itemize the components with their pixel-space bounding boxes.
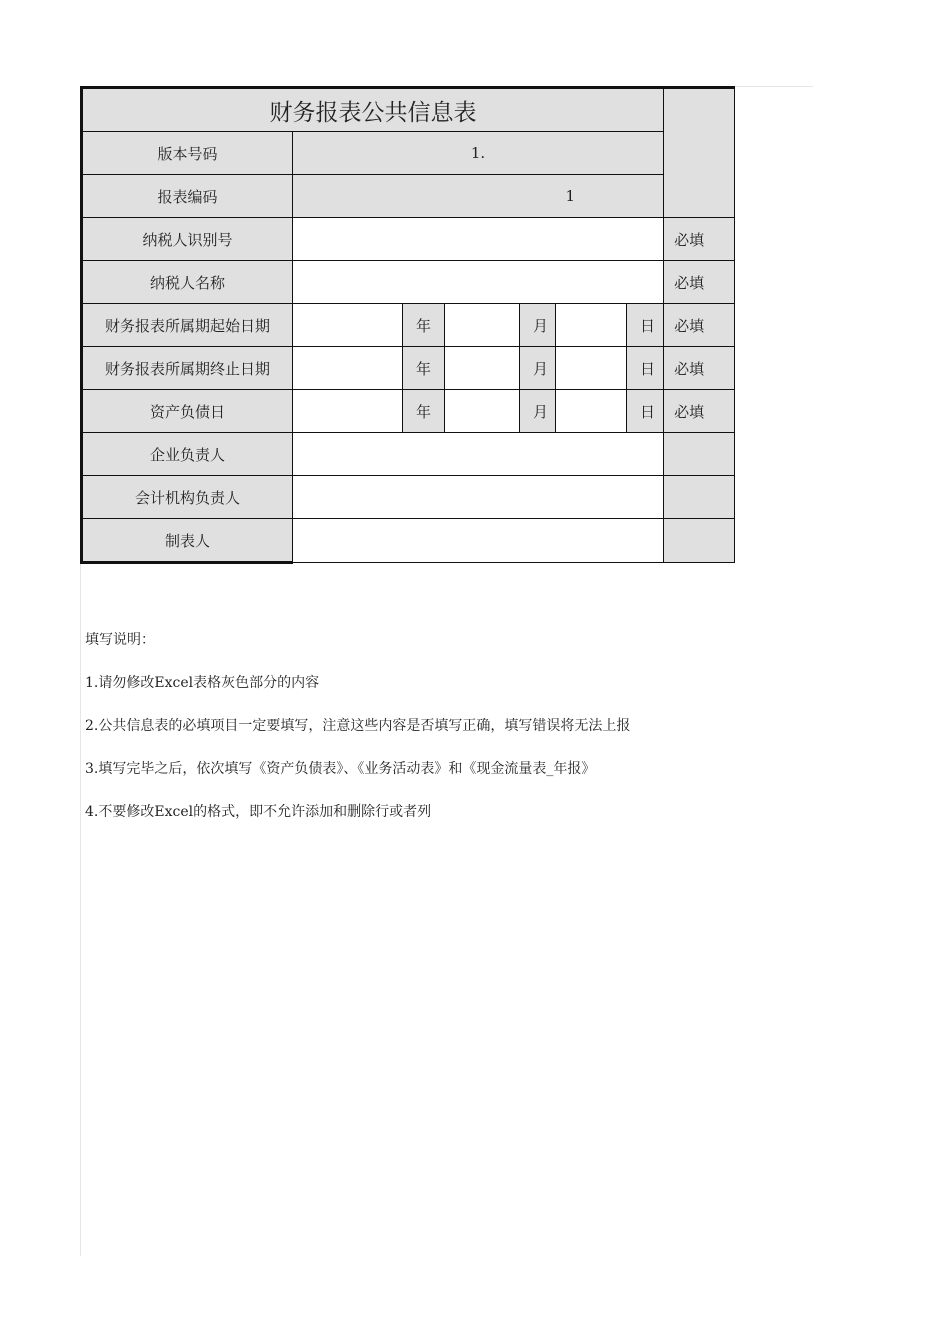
code-value: 1: [293, 175, 664, 218]
period-start-day-input[interactable]: [556, 304, 627, 347]
period-end-day-input[interactable]: [556, 347, 627, 390]
required-mark: 必填: [664, 390, 735, 433]
instruction-item: 4.不要修改Excel的格式，即不允许添加和删除行或者列: [85, 804, 432, 820]
accounting-head-label: 会计机构负责人: [82, 476, 293, 519]
instruction-item: 2.公共信息表的必填项目一定要填写，注意这些内容是否填写正确，填写错误将无法上报: [85, 718, 631, 734]
version-value: 1.: [293, 132, 664, 175]
year-unit: 年: [403, 304, 445, 347]
instruction-item: 3.填写完毕之后，依次填写《资产负债表》、《业务活动表》和《现金流量表_年报》: [85, 761, 596, 777]
balance-date-label: 资产负债日: [82, 390, 293, 433]
empty-side-cell: [664, 433, 735, 476]
day-unit: 日: [627, 347, 664, 390]
sheet-gridline-top: [733, 86, 813, 87]
period-end-label: 财务报表所属期终止日期: [82, 347, 293, 390]
required-mark: 必填: [664, 261, 735, 304]
period-start-year-input[interactable]: [293, 304, 403, 347]
month-unit: 月: [520, 390, 556, 433]
form-title: 财务报表公共信息表: [82, 88, 664, 132]
legal-rep-label: 企业负责人: [82, 433, 293, 476]
empty-side-cell: [664, 519, 735, 563]
instruction-item: 1.请勿修改Excel表格灰色部分的内容: [85, 675, 320, 691]
taxpayer-id-input[interactable]: [293, 218, 664, 261]
header-side-cell: [664, 88, 735, 218]
legal-rep-input[interactable]: [293, 433, 664, 476]
version-label: 版本号码: [82, 132, 293, 175]
required-mark: 必填: [664, 218, 735, 261]
taxpayer-name-label: 纳税人名称: [82, 261, 293, 304]
required-mark: 必填: [664, 347, 735, 390]
taxpayer-id-label: 纳税人识别号: [82, 218, 293, 261]
preparer-input[interactable]: [293, 519, 664, 563]
month-unit: 月: [520, 347, 556, 390]
accounting-head-input[interactable]: [293, 476, 664, 519]
year-unit: 年: [403, 347, 445, 390]
period-end-month-input[interactable]: [445, 347, 520, 390]
period-end-year-input[interactable]: [293, 347, 403, 390]
month-unit: 月: [520, 304, 556, 347]
instructions: [85, 630, 630, 845]
code-label: 报表编码: [82, 175, 293, 218]
required-mark: 必填: [664, 304, 735, 347]
day-unit: 日: [627, 304, 664, 347]
preparer-label: 制表人: [82, 519, 293, 563]
taxpayer-name-input[interactable]: [293, 261, 664, 304]
instructions-heading: 填写说明：: [85, 632, 155, 648]
balance-date-year-input[interactable]: [293, 390, 403, 433]
balance-date-month-input[interactable]: [445, 390, 520, 433]
year-unit: 年: [403, 390, 445, 433]
balance-date-day-input[interactable]: [556, 390, 627, 433]
period-start-label: 财务报表所属期起始日期: [82, 304, 293, 347]
period-start-month-input[interactable]: [445, 304, 520, 347]
empty-side-cell: [664, 476, 735, 519]
public-info-form: [80, 86, 735, 564]
day-unit: 日: [627, 390, 664, 433]
